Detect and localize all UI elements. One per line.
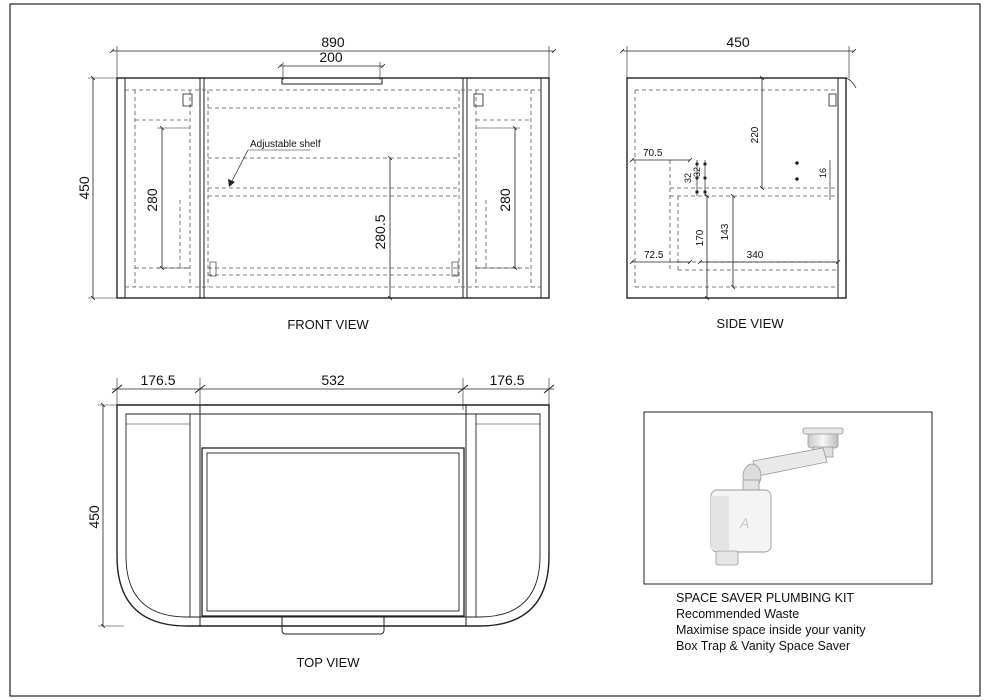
svg-text:A: A	[740, 515, 750, 531]
side-143-label: 143	[720, 223, 731, 241]
side-16-label: 16	[818, 167, 828, 179]
front-view-title: FRONT VIEW	[287, 317, 369, 332]
side-70-5-label: 70.5	[643, 148, 663, 159]
side-32a-label: 32	[683, 172, 693, 184]
side-32b-label: 32	[692, 166, 702, 178]
kit-line-2: Maximise space inside your vanity	[676, 623, 866, 637]
kit-line-3: Box Trap & Vanity Space Saver	[676, 639, 851, 653]
side-340-label: 340	[746, 250, 764, 261]
side-72-5-label: 72.5	[644, 250, 664, 261]
top-view	[98, 378, 554, 634]
side-view-holes	[695, 161, 798, 193]
kit-title: SPACE SAVER PLUMBING KIT	[676, 591, 855, 605]
side-view-title: SIDE VIEW	[716, 316, 784, 331]
front-right-height-label: 280	[497, 188, 513, 212]
front-view	[88, 46, 554, 298]
front-height-label: 450	[76, 176, 92, 200]
side-depth-label: 450	[726, 34, 750, 50]
front-width-label: 890	[321, 34, 345, 50]
plumbing-kit-panel	[644, 412, 932, 584]
top-right-width-label: 176.5	[489, 372, 525, 388]
top-depth-label: 450	[86, 505, 102, 529]
top-left-width-label: 176.5	[140, 372, 176, 388]
top-view-title: TOP VIEW	[296, 655, 360, 670]
top-center-width-label: 532	[321, 372, 345, 388]
kit-line-1: Recommended Waste	[676, 607, 800, 621]
front-center-height-label: 280.5	[372, 214, 388, 250]
side-220-label: 220	[750, 126, 761, 144]
side-170-label: 170	[695, 229, 706, 247]
front-left-height-label: 280	[144, 188, 160, 212]
front-handle-label: 200	[319, 49, 343, 65]
adjustable-shelf-label: Adjustable shelf	[250, 139, 321, 150]
